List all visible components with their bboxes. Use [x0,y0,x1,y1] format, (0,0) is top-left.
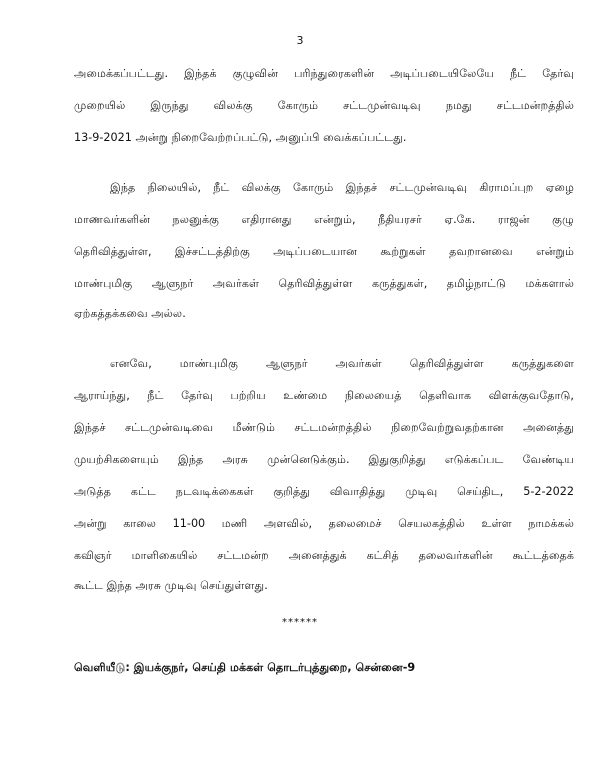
text-line: 13-9-2021 அன்று நிறைவேற்றப்பட்டு, அனுப்பி வைக்கப்பட்டது. [74,131,407,144]
text-line: இந்தச் சட்டமுன்வடிவை மீண்டும் சட்டமன்றத்தில் நிறைவேற்றுவதற்கான அனைத்து [74,421,574,434]
text-line: கவிஞர் மாளிகையில் சட்டமன்ற அனைத்துக் கட்சித் தலைவர்களின் கூட்டத்தைக் [74,549,574,562]
text-line: முறையில் இருந்து விலக்கு கோரும் சட்டமுன்வடிவு நமது சட்டமன்றத்தில் [74,99,574,112]
text-line: எனவே, மாண்புமிகு ஆளுநர் அவர்கள் தெரிவித்துள்ள கருத்துகளை [110,357,574,370]
text-line: அடுத்த கட்ட நடவடிக்கைகள் குறித்து விவாதித்து முடிவு செய்திட, 5-2-2022 [74,485,574,498]
text-line: மாணவர்களின் நலனுக்கு எதிரானது என்றும், நீதியரசர் ஏ.கே. ராஜன் குழு [74,213,574,226]
text-line: அமைக்கப்பட்டது. இந்தக் குழுவின் பரிந்துரைகளின் அடிப்படையிலேயே நீட் தேர்வு [74,67,574,80]
footer-publisher: வெளியீடு: இயக்குநர், செய்தி மக்கள் தொடர்புத்துறை, சென்னை-9 [74,661,416,674]
text-line: மாண்புமிகு ஆளுநர் அவர்கள் தெரிவித்துள்ள கருத்துகள், தமிழ்நாட்டு மக்களால் [74,277,574,290]
text-line: தெரிவித்துள்ள, இச்சட்டத்திற்கு அடிப்படையான கூற்றுகள் தவறானவை என்றும் [74,245,574,258]
text-line: முயற்சிகளையும் இந்த அரசு முன்னெடுக்கும். இதுகுறித்து எடுக்கப்பட வேண்டிய [74,453,574,466]
page-number: 3 [296,34,304,47]
text-line: கூட்ட இந்த அரசு முடிவு செய்துள்ளது. [74,579,268,592]
text-line: ஆராய்ந்து, நீட் தேர்வு பற்றிய உண்மை நிலையைத் தெளிவாக விளக்குவதோடு, [74,389,574,402]
text-line: இந்த நிலையில், நீட் விலக்கு கோரும் இந்தச் சட்டமுன்வடிவு கிராமப்புற ஏழை [110,181,574,194]
separator: ****** [282,617,318,628]
text-line: ஏற்கத்தக்கவை அல்ல. [74,307,186,320]
text-line: அன்று காலை 11-00 மணி அளவில், தலைமைச் செயலகத்தில் உள்ள நாமக்கல் [74,517,574,530]
